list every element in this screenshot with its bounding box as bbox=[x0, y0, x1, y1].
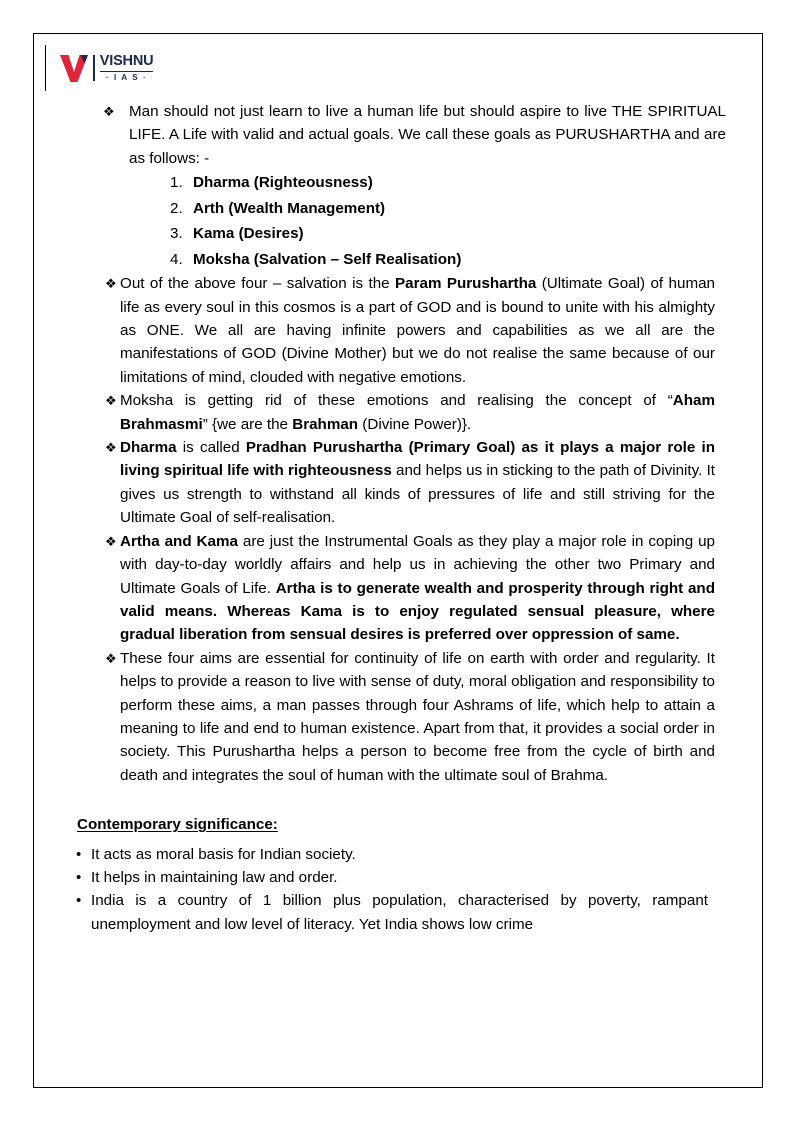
list-item-text: India is a country of 1 billion plus population, characterised by poverty, rampant unemployment and low level of literacy. Yet India shows low crime bbox=[91, 892, 708, 933]
body-text: Out of the above four – salvation is the bbox=[120, 275, 396, 293]
body-text: and helps us in sticking to the path of Divinity. It gives us strength to withstand all kinds of pressures of life and still striving for the Ultimate Goal of self-realisation. bbox=[120, 462, 716, 527]
logo-name: VISHNU bbox=[99, 53, 154, 70]
bullet-paragraph-moksha bbox=[105, 389, 715, 436]
list-number: 4. bbox=[170, 250, 183, 268]
diamond-bullet-icon: ❖ bbox=[105, 650, 117, 666]
bullet-paragraph-four-aims bbox=[105, 647, 715, 787]
list-item bbox=[170, 221, 794, 247]
emphasis-text: Pradhan Purushartha (Primary Goal) as it plays a major role in living spiritual life with righteousness bbox=[120, 439, 715, 480]
body-text: (Divine Power)}. bbox=[358, 415, 472, 433]
list-number: 1. bbox=[170, 174, 183, 192]
list-item bbox=[76, 889, 708, 936]
header-vertical-rule bbox=[45, 45, 46, 91]
emphasis-text: Brahman bbox=[292, 415, 359, 433]
body-text: ” {we are the bbox=[202, 415, 293, 433]
list-item-text: It helps in maintaining law and order. bbox=[91, 868, 338, 886]
list-item-label: Kama (Desires) bbox=[193, 225, 304, 243]
document-header bbox=[45, 44, 153, 92]
list-item-label: Dharma (Righteousness) bbox=[193, 174, 373, 192]
body-text: Man should not just learn to live a human life but should aspire to live THE SPIRITUAL LIFE. A Life with valid and actual goals. We call these goals as PURUSHARTHA and are as follows: - bbox=[129, 103, 726, 167]
body-text: is called bbox=[176, 439, 246, 457]
document-body bbox=[0, 100, 794, 936]
body-text: These four aims are essential for continuity of life on earth with order and regularity. It helps to provide a reason to live with sense of duty, moral obligation and responsibility to perform these aims, a man passes through four Ashrams of life, which help to attain a meaning to life and end to human existence. Apart from that, it provides a social order in society. This Purushartha helps a person to become free from the cycle of birth and death and integrates the soul of human with the ultimate soul of Brahma. bbox=[120, 649, 715, 784]
paragraph-text bbox=[129, 100, 726, 170]
emphasis-text: Aham Brahmasmi bbox=[120, 392, 715, 433]
bullet-paragraph-param-purushartha bbox=[105, 272, 715, 389]
list-item bbox=[170, 196, 794, 222]
dot-bullet-icon: • bbox=[76, 868, 82, 886]
logo-subtitle: · I A S · bbox=[100, 71, 154, 82]
body-text: are just the Instrumental Goals as they play a major role in coping up with day-to-day worldly affairs and help us in achieving the other two Primary and Ultimate Goals of Life. bbox=[120, 532, 716, 597]
emphasis-text: Artha is to generate wealth and prosperity through right and valid means. Whereas Kama is to enjoy regulated sensual pleasure, where gradual liberation from sensual desires is preferred over oppression of same. bbox=[120, 579, 715, 644]
section-heading-contemporary-significance: Contemporary significance: bbox=[77, 816, 278, 834]
logo-wordmark bbox=[100, 54, 154, 82]
paragraph-text bbox=[120, 275, 715, 386]
list-item bbox=[170, 247, 794, 273]
diamond-bullet-icon: ❖ bbox=[105, 533, 117, 549]
paragraph-text bbox=[120, 392, 715, 432]
body-text: Moksha is getting rid of these emotions and realising the concept of “ bbox=[120, 392, 673, 410]
list-item-label: Moksha (Salvation – Self Realisation) bbox=[193, 250, 462, 268]
paragraph-text bbox=[120, 533, 715, 644]
list-item bbox=[76, 843, 708, 866]
logo-divider bbox=[93, 55, 94, 81]
emphasis-text: Param Purushartha bbox=[395, 275, 537, 293]
bullet-paragraph-dharma bbox=[105, 436, 715, 530]
body-text: (Ultimate Goal) of human life as every soul in this cosmos is a part of GOD and is bound to unite with his almighty as ONE. We all are having infinite powers and capabilities as we all are the manifestations of GOD (Divine Mother) but we do not realise the same because of our limitations of mind, clouded with negative emotions. bbox=[120, 275, 715, 386]
diamond-bullet-icon: ❖ bbox=[103, 104, 115, 119]
dot-bullet-icon: • bbox=[76, 845, 82, 863]
diamond-bullet-icon: ❖ bbox=[105, 440, 117, 456]
dot-bullet-icon: • bbox=[76, 892, 82, 910]
list-item-label: Arth (Wealth Management) bbox=[193, 199, 386, 217]
diamond-bullet-icon: ❖ bbox=[105, 276, 117, 292]
contemporary-significance-list bbox=[0, 843, 794, 937]
vishnu-ias-logo bbox=[60, 51, 153, 85]
paragraph-text bbox=[120, 439, 715, 526]
list-number: 3. bbox=[170, 225, 183, 243]
vishnu-v-mark-icon bbox=[60, 55, 88, 82]
list-number: 2. bbox=[170, 199, 183, 217]
diamond-bullet-icon: ❖ bbox=[105, 393, 117, 409]
bullet-paragraph-intro bbox=[103, 100, 726, 170]
list-item bbox=[76, 866, 708, 889]
paragraph-text bbox=[120, 650, 715, 784]
emphasis-text: Dharma bbox=[120, 439, 177, 457]
purushartha-numbered-list bbox=[0, 170, 794, 272]
bullet-paragraph-artha-kama bbox=[105, 530, 715, 647]
list-item bbox=[170, 170, 794, 196]
emphasis-text: Artha and Kama bbox=[120, 532, 238, 550]
list-item-text: It acts as moral basis for Indian society. bbox=[91, 845, 356, 863]
